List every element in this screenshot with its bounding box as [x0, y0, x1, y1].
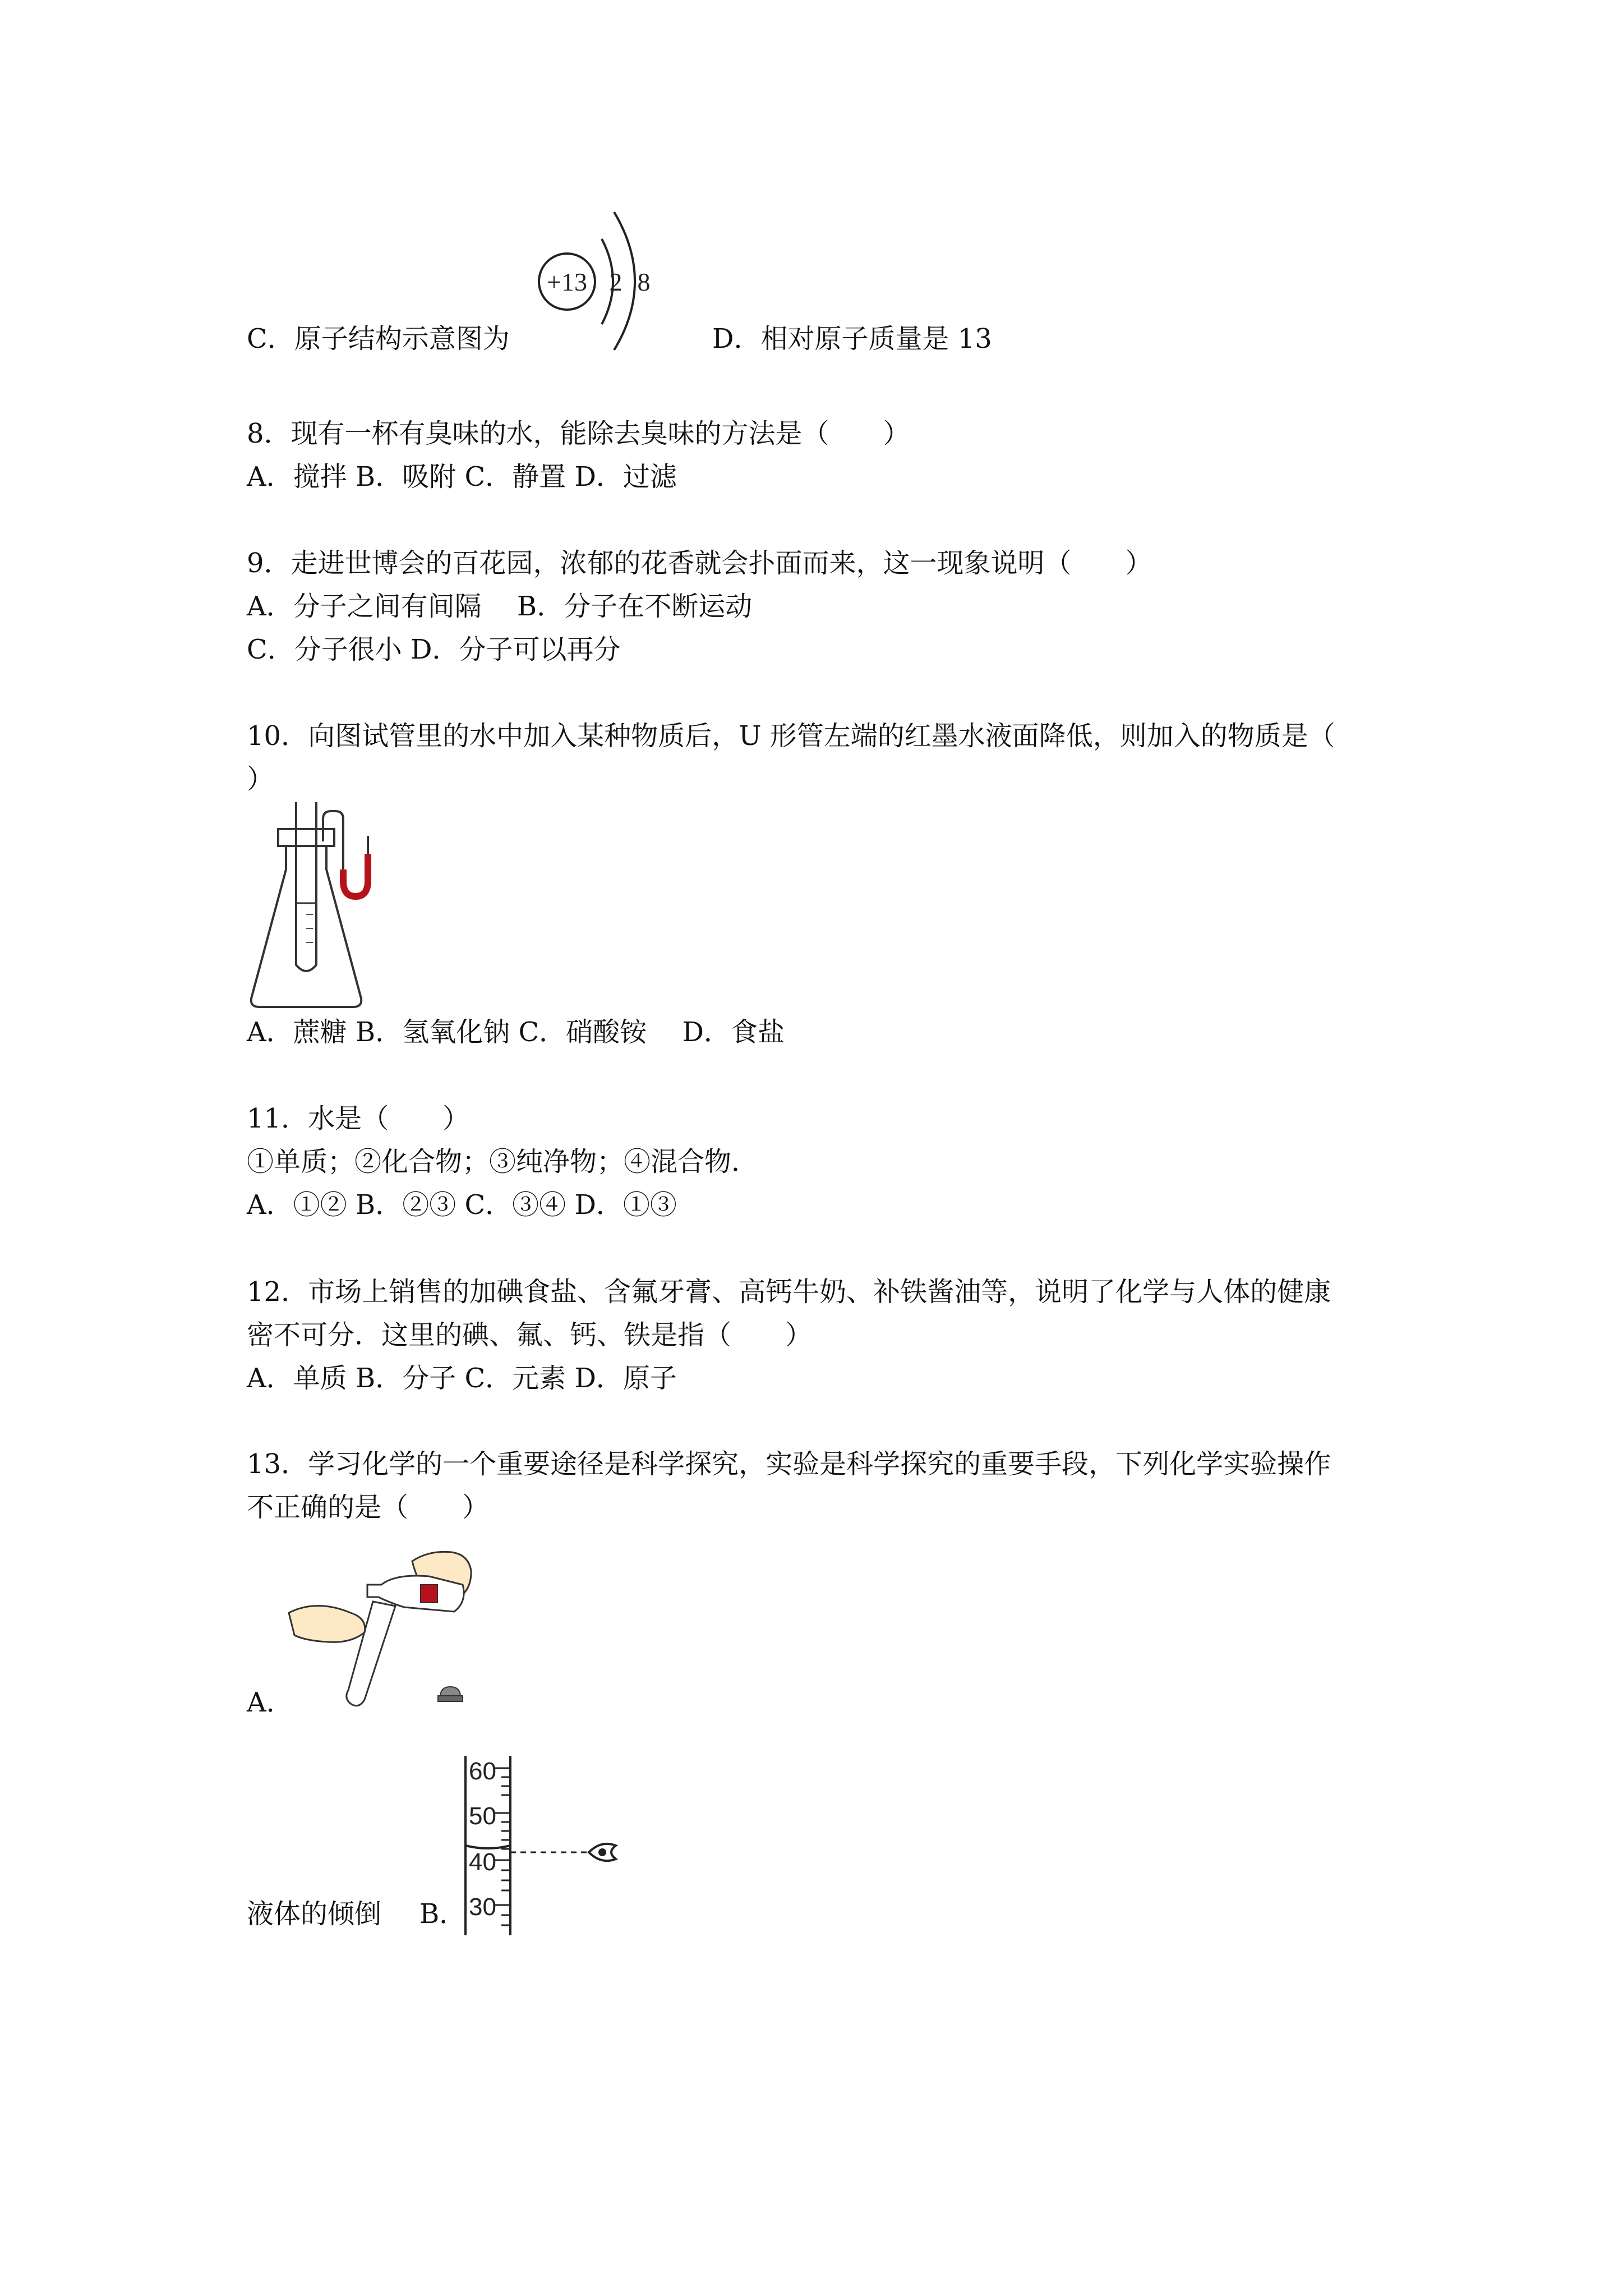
erlenmeyer-flask: [251, 841, 361, 1007]
q11-options: A．①② B．②③ C．③④ D．①③: [247, 1189, 677, 1221]
q13-option-b-label: B．: [419, 1898, 467, 1930]
flask-u-tube-diagram: [247, 797, 393, 1015]
q13-question-line1: 13．学习化学的一个重要途径是科学探究，实验是科学探究的重要手段，下列化学实验操作: [247, 1448, 1331, 1480]
atom-structure-diagram: [536, 209, 670, 355]
q7-option-d: D．相对原子质量是 13: [712, 323, 992, 355]
tick-50: 50: [469, 1802, 496, 1830]
liquid-pouring-illustration: [283, 1545, 496, 1714]
graduated-cylinder-reading: [460, 1750, 639, 1941]
q8-question: 8．现有一杯有臭味的水，能除去臭味的方法是（ ）: [247, 418, 910, 449]
q12-options: A．单质 B．分子 C．元素 D．原子: [247, 1363, 677, 1394]
q10-question-line1: 10．向图试管里的水中加入某种物质后，U 形管左端的红墨水液面降低，则加入的物质是（: [247, 720, 1335, 752]
tick-30: 30: [469, 1893, 496, 1921]
shell2-count: 8: [637, 268, 651, 296]
q8-options: A．搅拌 B．吸附 C．静置 D．过滤: [247, 461, 677, 493]
q10-options: A．蔗糖 B．氢氧化钠 C．硝酸铵 D．食盐: [247, 1016, 785, 1048]
q11-question: 11．水是（ ）: [247, 1103, 470, 1134]
q10-question-line2: ）: [247, 763, 274, 795]
bottle-label: [421, 1585, 437, 1603]
q11-items: ①单质；②化合物；③纯净物；④混合物．: [247, 1146, 759, 1177]
rubber-stopper: [278, 829, 334, 846]
tick-40: 40: [469, 1848, 496, 1876]
hand-left: [289, 1606, 365, 1642]
test-tube: [296, 802, 316, 971]
q12-question-line1: 12．市场上销售的加碘食盐、含氟牙膏、高钙牛奶、补铁酱油等，说明了化学与人体的健康: [247, 1276, 1331, 1308]
q9-question: 9．走进世博会的百花园，浓郁的花香就会扑面而来，这一现象说明（ ）: [247, 547, 1152, 579]
q7-option-c: C．原子结构示意图为: [247, 323, 510, 355]
nucleus-label: +13: [547, 268, 587, 296]
q12-question-line2: 密不可分．这里的碘、氟、钙、铁是指（ ）: [247, 1319, 813, 1351]
q13-option-a-caption: 液体的倾倒: [247, 1898, 382, 1930]
tick-60: 60: [469, 1757, 496, 1785]
red-ink-liquid: [343, 854, 368, 896]
q9-options-ab: A．分子之间有间隔 B．分子在不断运动: [247, 591, 753, 622]
q9-options-cd: C．分子很小 D．分子可以再分: [247, 634, 621, 665]
liquid-meniscus: [465, 1846, 510, 1848]
q13-question-line2: 不正确的是（ ）: [247, 1492, 490, 1523]
shell1-count: 2: [609, 268, 623, 296]
q13-option-a-label: A．: [247, 1687, 293, 1718]
